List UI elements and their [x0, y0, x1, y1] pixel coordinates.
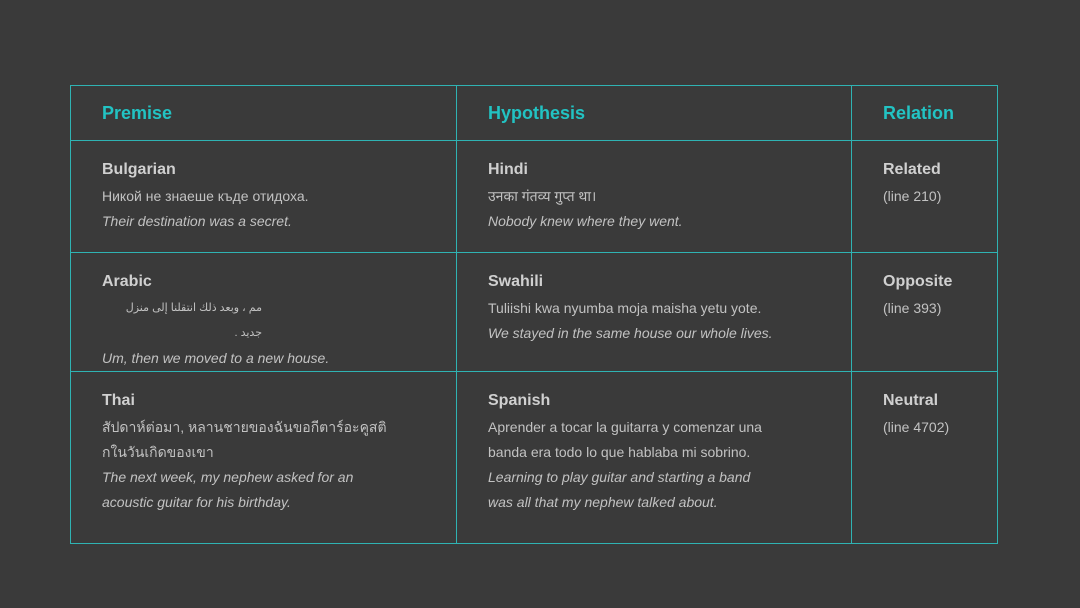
premise-translation: Their destination was a secret.: [102, 213, 292, 229]
hypothesis-original: Tuliishi kwa nyumba moja maisha yetu yote.: [488, 300, 762, 316]
premise-language: Thai: [102, 392, 135, 409]
relation-label: Related: [883, 161, 941, 178]
hypothesis-original-line-1: Aprender a tocar la guitarra y comenzar una: [488, 419, 762, 435]
premise-translation: Um, then we moved to a new house.: [102, 350, 330, 366]
relation-label: Neutral: [883, 392, 939, 409]
hypothesis-translation: We stayed in the same house our whole lives.: [488, 325, 773, 341]
hypothesis-original: उनका गंतव्य गुप्त था।: [488, 188, 597, 204]
premise-original: مم ، وبعد ذلك انتقلنا إلى منزل جديد .: [125, 302, 262, 339]
hypothesis-language: Hindi: [488, 161, 528, 178]
table-row: [71, 141, 998, 253]
table-row: [71, 372, 998, 544]
premise-cell: [71, 141, 457, 253]
hypothesis-original-line-2: banda era todo lo que hablaba mi sobrino.: [488, 444, 751, 460]
hypothesis-language: Spanish: [488, 392, 551, 409]
hypothesis-cell: [457, 372, 852, 544]
hypothesis-header: Hypothesis: [457, 86, 852, 141]
premise-cell: [71, 372, 457, 544]
premise-language: Arabic: [102, 273, 152, 290]
relation-cell: [852, 253, 998, 372]
premise-original: Никой не знаеше къде отидоха.: [102, 188, 309, 204]
relation-cell: [852, 372, 998, 544]
premise-translation-line-2: acoustic guitar for his birthday.: [102, 494, 291, 510]
premise-cell: [71, 253, 457, 372]
relation-line-ref: (line 393): [883, 300, 942, 316]
relation-line-ref: (line 210): [883, 188, 942, 204]
relation-header: Relation: [852, 86, 998, 141]
hypothesis-cell: [457, 253, 852, 372]
hypothesis-translation-line-2: was all that my nephew talked about.: [488, 494, 718, 510]
relation-label: Opposite: [883, 273, 953, 290]
premise-language: Bulgarian: [102, 161, 176, 178]
premise-original-line-1: สัปดาห์ต่อมา, หลานชายของฉันขอกีตาร์อะคูสติ: [102, 419, 387, 435]
table-row: [71, 253, 998, 372]
premise-original-line-2: กในวันเกิดของเขา: [102, 444, 214, 460]
premise-header: Premise: [71, 86, 457, 141]
relation-cell: [852, 141, 998, 253]
hypothesis-cell: [457, 141, 852, 253]
hypothesis-translation: Nobody knew where they went.: [488, 213, 683, 229]
hypothesis-translation-line-1: Learning to play guitar and starting a band: [488, 469, 751, 485]
relation-line-ref: (line 4702): [883, 419, 950, 435]
hypothesis-language: Swahili: [488, 273, 544, 290]
premise-translation-line-1: The next week, my nephew asked for an: [102, 469, 354, 485]
header-row: [71, 86, 998, 141]
nli-examples-table: [70, 85, 998, 544]
